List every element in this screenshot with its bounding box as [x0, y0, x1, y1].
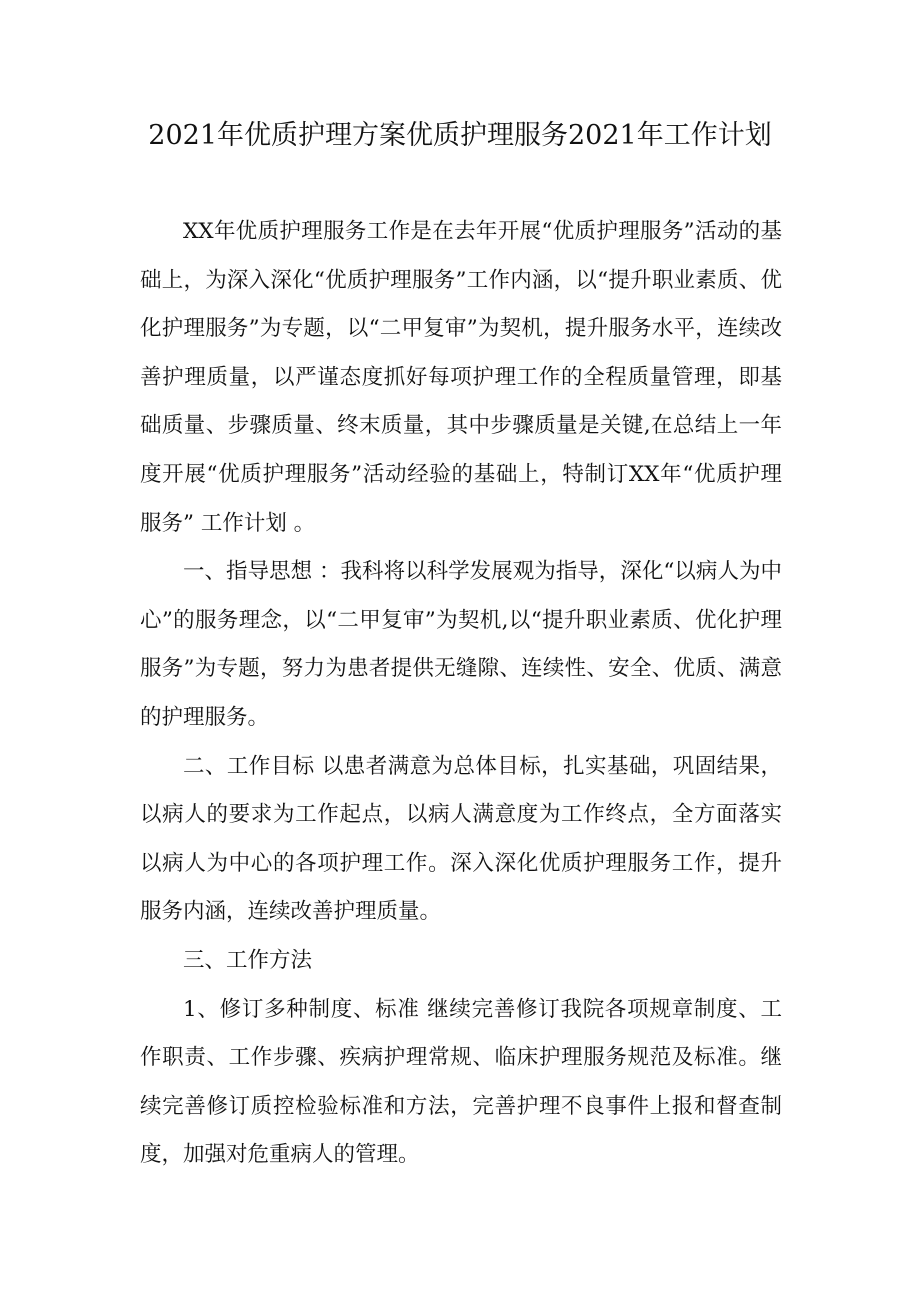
- document-body: [140, 208, 782, 1180]
- paragraph-work-method-heading: 三、工作方法: [183, 947, 313, 973]
- paragraph-intro: XX年优质护理服务工作是在去年开展“优质护理服务”活动的基础上，为深入深化“优质护理服务”工作内涵，以“提升职业素质、优化护理服务”为专题，以“二甲复审”为契机，提升服务水平，连续改善护理质量，以严谨态度抓好每项护理工作的全程质量管理，即基础质量、步骤质量、终末质量，其中步骤质量是关键,在总结上一年度开展“优质护理服务”活动经验的基础上，特制订XX年“优质护理服务” 工作计划 。: [140, 219, 782, 536]
- paragraph-work-goal: 二、工作目标 以患者满意为总体目标，扎实基础，巩固结果，以病人的要求为工作起点，以病人满意度为工作终点，全方面落实以病人为中心的各项护理工作。深入深化优质护理服务工作，提升服务内涵，连续改善护理质量。: [140, 753, 782, 925]
- document-title: 2021年优质护理方案优质护理服务2021年工作计划: [148, 120, 772, 151]
- paragraph-guiding-thought: 一、指导思想 ：我科将以科学发展观为指导，深化“以病人为中心”的服务理念，以“二甲复审”为契机,以“提升职业素质、优化护理服务”为专题，努力为患者提供无缝隙、连续性、安全、优质、满意的护理服务。: [140, 559, 782, 730]
- paragraph-method-1: 1、修订多种制度、标准 继续完善修订我院各项规章制度、工作职责、工作步骤、疾病护理常规、临床护理服务规范及标准。继续完善修订质控检验标准和方法，完善护理不良事件上报和督查制度，加强对危重病人的管理。: [140, 996, 782, 1168]
